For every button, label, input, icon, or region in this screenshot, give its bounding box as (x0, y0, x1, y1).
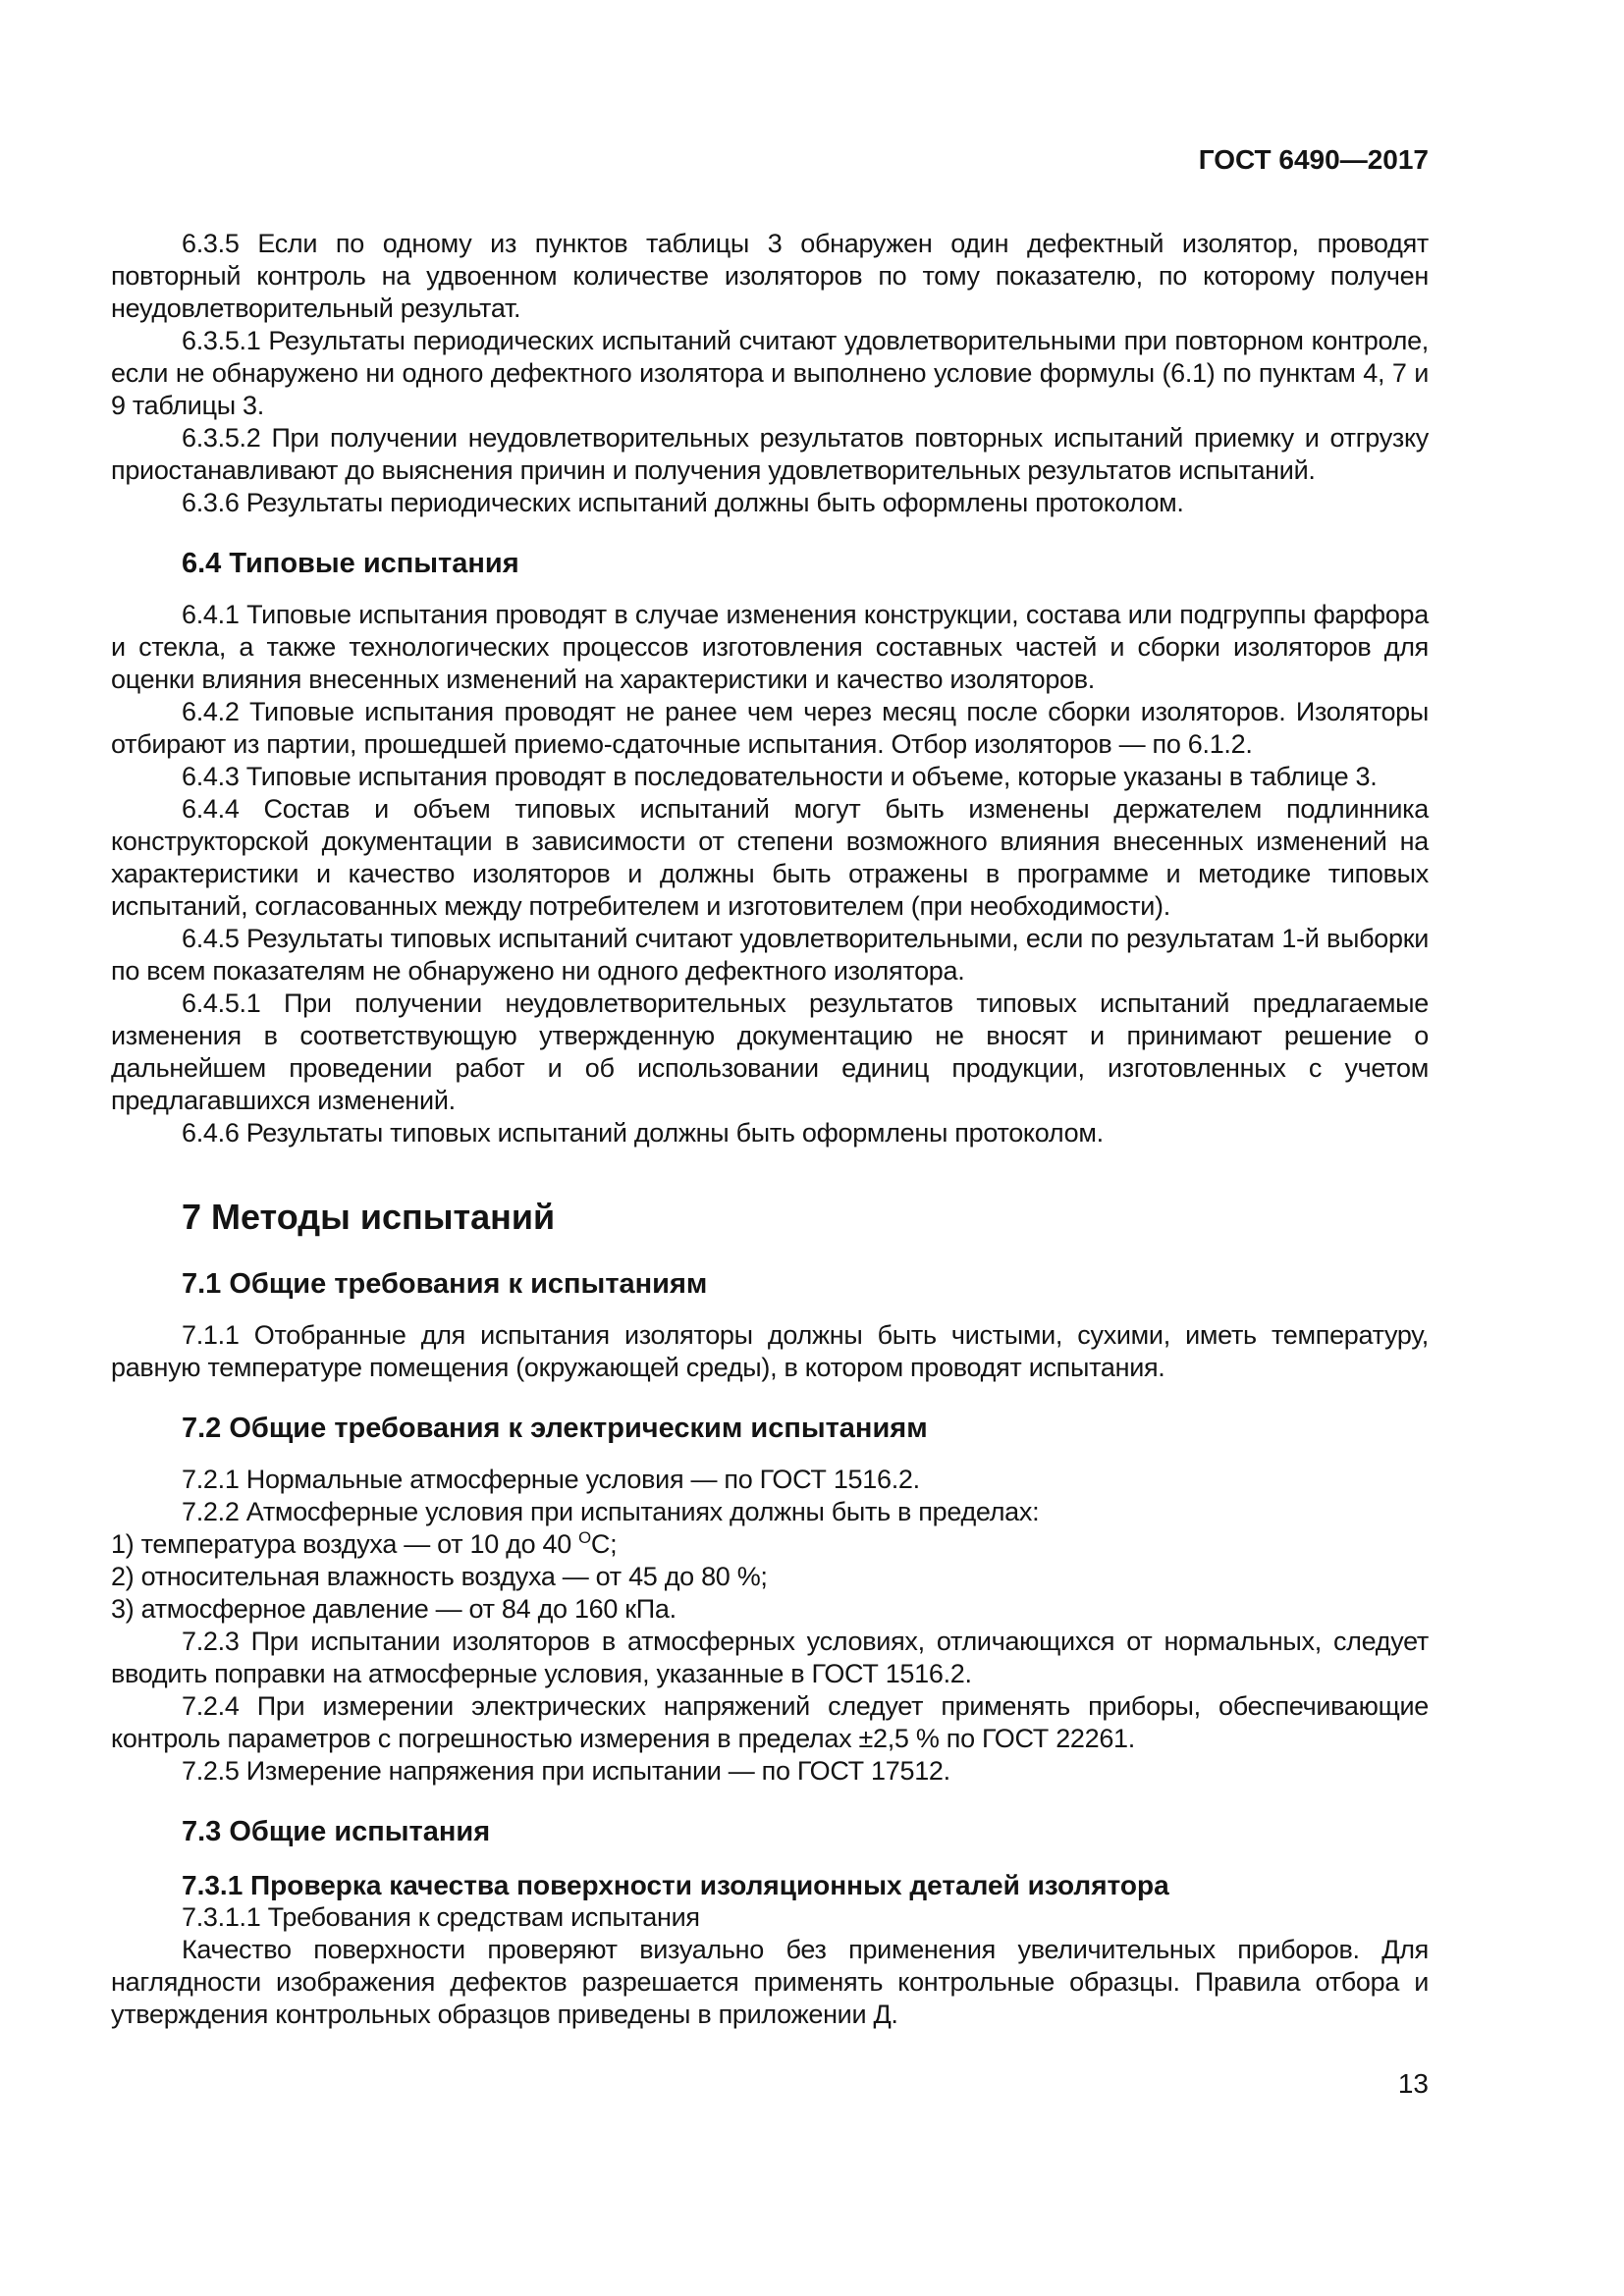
subsection-heading-7-3-1: 7.3.1 Проверка качества поверхности изоляционных деталей изолятора (182, 1870, 1169, 1900)
para-6-4-2: 6.4.2 Типовые испытания проводят не ранее чем через месяц после сборки изоляторов. Изоляторы отбирают из партии, прошедшей приемо-сдаточные испытания. Отбор изоляторов — по 6.1.2. (111, 697, 1429, 759)
para-7-2-5: 7.2.5 Измерение напряжения при испытании — по ГОСТ 17512. (182, 1756, 950, 1786)
section-heading-7-2: 7.2 Общие требования к электрическим испытаниям (182, 1413, 928, 1444)
para-6-4-4: 6.4.4 Состав и объем типовых испытаний могут быть изменены держателем подлинника конструкторской документации в зависимости от степени возможного влияния внесенных изменений на характеристики и качество изоляторов и должны быть отражены в программе и методике типовых испытаний, согласованных между потребителем и изготовителем (при необходимости). (111, 794, 1429, 921)
para-6-4-5-1: 6.4.5.1 При получении неудовлетворительных результатов типовых испытаний предлагаемые изменения в соответствующую утвержденную документацию не вносят и принимают решение о дальнейшем проведении работ и об использовании единиц продукции, изготовленных с учетом предлагавшихся изменений. (111, 988, 1429, 1115)
list-item-temperature-unit: С; (590, 1529, 618, 1559)
list-item-temperature-text: 1) температура воздуха — от 10 до 40 (111, 1529, 579, 1559)
section-heading-7-1: 7.1 Общие требования к испытаниям (182, 1268, 708, 1300)
section-heading-6-4: 6.4 Типовые испытания (182, 548, 519, 579)
para-surface-quality: Качество поверхности проверяют визуально без применения увеличительных приборов. Для наглядности изображения дефектов разрешается применять контрольные образцы. Правила отбора и утверждения контрольных образцов приведены в приложении Д. (111, 1935, 1429, 2029)
para-6-3-5: 6.3.5 Если по одному из пунктов таблицы 3 обнаружен один дефектный изолятор, проводят повторный контроль на удвоенном количестве изоляторов по тому показателю, по которому получен неудовлетворительный результат. (111, 229, 1429, 323)
para-6-4-6: 6.4.6 Результаты типовых испытаний должны быть оформлены протоколом. (182, 1118, 1104, 1148)
para-7-2-1: 7.2.1 Нормальные атмосферные условия — по ГОСТ 1516.2. (182, 1465, 920, 1494)
document-content (111, 143, 1429, 2031)
section-heading-7-3: 7.3 Общие испытания (182, 1816, 491, 1847)
page-number: 13 (1397, 2068, 1429, 2099)
para-7-2-4: 7.2.4 При измерении электрических напряжений следует применять приборы, обеспечивающие контроль параметров с погрешностью измерения в пределах ±2,5 % по ГОСТ 22261. (111, 1691, 1429, 1753)
list-item-humidity: 2) относительная влажность воздуха — от 45 до 80 %; (111, 1562, 768, 1591)
degree-superscript: О (578, 1528, 591, 1547)
list-item-temperature (111, 1528, 1429, 1561)
para-6-4-1: 6.4.1 Типовые испытания проводят в случае изменения конструкции, состава или подгруппы фарфора и стекла, а также технологических процессов изготовления составных частей и сборки изоляторов для оценки влияния внесенных изменений на характеристики и качество изоляторов. (111, 600, 1429, 694)
doc-header-standard-code: ГОСТ 6490—2017 (1198, 144, 1429, 175)
para-6-3-5-2: 6.3.5.2 При получении неудовлетворительных результатов повторных испытаний приемку и отгрузку приостанавливают до выяснения причин и получения удовлетворительных результатов испытаний. (111, 423, 1429, 485)
para-7-1-1: 7.1.1 Отобранные для испытания изоляторы должны быть чистыми, сухими, иметь температуру, равную температуре помещения (окружающей среды), в котором проводят испытания. (111, 1320, 1429, 1382)
para-6-3-5-1: 6.3.5.1 Результаты периодических испытаний считают удовлетворительными при повторном контроле, если не обнаружено ни одного дефектного изолятора и выполнено условие формулы (6.1) по пунктам 4, 7 и 9 таблицы 3. (111, 326, 1429, 420)
para-7-2-2: 7.2.2 Атмосферные условия при испытаниях должны быть в пределах: (182, 1497, 1040, 1526)
list-item-pressure: 3) атмосферное давление — от 84 до 160 кПа. (111, 1594, 677, 1624)
para-6-4-5: 6.4.5 Результаты типовых испытаний считают удовлетворительными, если по результатам 1-й выборки по всем показателям не обнаружено ни одного дефектного изолятора. (111, 924, 1429, 986)
para-7-3-1-1: 7.3.1.1 Требования к средствам испытания (182, 1902, 700, 1932)
para-7-2-3: 7.2.3 При испытании изоляторов в атмосферных условиях, отличающихся от нормальных, следует вводить поправки на атмосферные условия, указанные в ГОСТ 1516.2. (111, 1627, 1429, 1688)
para-6-4-3: 6.4.3 Типовые испытания проводят в последовательности и объеме, которые указаны в таблице 3. (182, 762, 1378, 791)
chapter-heading-7: 7 Методы испытаний (182, 1197, 556, 1237)
para-6-3-6: 6.3.6 Результаты периодических испытаний должны быть оформлены протоколом. (182, 488, 1184, 517)
